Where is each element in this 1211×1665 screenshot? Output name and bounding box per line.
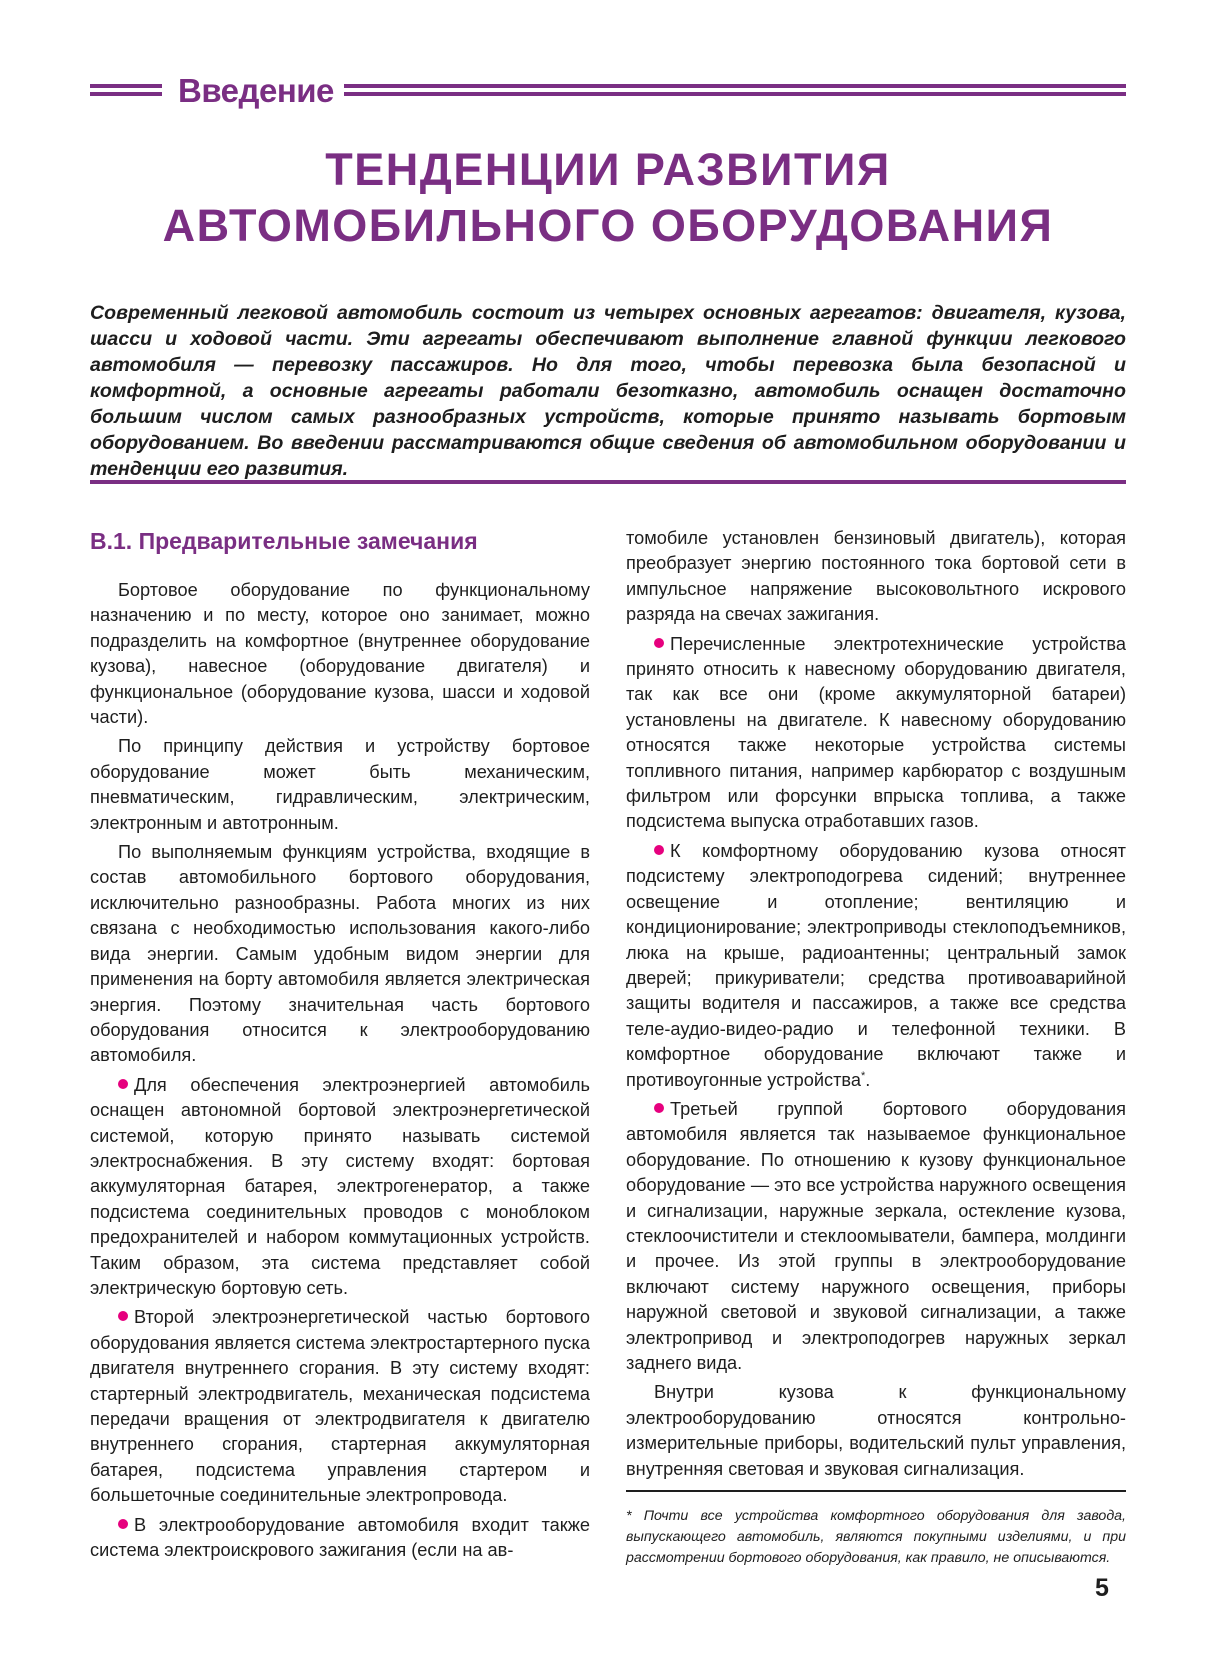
bullet-marker: [118, 1311, 128, 1321]
section-title: Введение: [178, 72, 334, 109]
bullet-marker: [654, 1103, 664, 1113]
paragraph-end: .: [865, 1069, 871, 1090]
chapter-title-line-2: АВТОМОБИЛЬНОГО ОБОРУДОВАНИЯ: [162, 200, 1054, 251]
paragraph: По выполняемым функциям устройства, входящие в состав автомобильного бортового оборудования, исключительно разнообразны. Работа многих из них связана с необходимостью использования какого-либо вида энергии. Самым удобным видом энергии для применения на борту автомобиля является электрическая энергия. Поэтому значительная часть бортового оборудования относится к электрооборудованию автомобиля.: [90, 842, 590, 1066]
paragraph-bulleted: [626, 839, 1126, 1093]
chapter-title: [90, 142, 1126, 254]
section-rule-right-top: [344, 84, 1126, 88]
section-header: [90, 72, 1126, 109]
footnote-divider: [626, 1490, 1126, 1492]
paragraph: Бортовое оборудование по функциональному назначению и по месту, которое оно занимает, можно подразделить на комфортное (внутреннее оборудование кузова), навесное (оборудование двигателя) и функциональное (оборудование кузова, шасси и ходовой части).: [90, 580, 590, 728]
chapter-title-line-1: ТЕНДЕНЦИИ РАЗВИТИЯ: [325, 144, 891, 195]
paragraph-bulleted: [626, 632, 1126, 835]
paragraph-text: К комфортному оборудованию кузова относят подсистему электроподогрева сидений; внутреннее освещение и отопление; вентиляцию и кондиционирование; электроприводы стеклоподъемников, люка на крыше, радиоантенны; центральный замок дверей; прикуриватели; средства противоаварийной защиты водителя и пассажиров, а также все средства теле-аудио-видео-радио и телефонной техники. В комфортное оборудование включают также и противоугонные устройства: [626, 840, 1126, 1090]
section-rule-right-bottom: [344, 92, 1126, 96]
paragraph-continued: томобиле установлен бензиновый двигатель), которая преобразует энергию постоянного тока бортовой сети в импульсное напряжение высоковольтного искрового разряда на свечах зажигания.: [626, 528, 1126, 625]
footnote-marker: *: [861, 1069, 866, 1082]
paragraph-bulleted: [90, 1513, 590, 1564]
subsection-heading: В.1. Предварительные замечания: [90, 528, 478, 554]
paragraph: Внутри кузова к функциональному электрооборудованию относятся контрольно-измерительные приборы, водительский пульт управления, внутренняя световая и звуковая сигнализация.: [626, 1382, 1126, 1479]
intro-abstract: Современный легковой автомобиль состоит из четырех основных агрегатов: двигателя, кузова, шасси и ходовой части. Эти агрегаты обеспечивают выполнение главной функции легкового автомобиля — перевозку пассажиров. Но для того, чтобы перевозка была безопасной и комфортной, а основные агрегаты работали безотказно, автомобиль оснащен достаточно большим числом самых разнообразных устройств, которые принято называть бортовым оборудованием. Во введении рассматриваются общие сведения об автомобильном оборудовании и тенденции его развития.: [90, 302, 1126, 480]
intro-divider: [90, 480, 1126, 484]
left-column: [90, 526, 590, 1567]
right-column: [626, 526, 1126, 1583]
bullet-marker: [654, 845, 664, 855]
bullet-marker: [118, 1079, 128, 1089]
paragraph-text: Перечисленные электротехнические устройства принято относить к навесному оборудованию двигателя, так как все они (кроме аккумуляторной батареи) установлены на двигателе. К навесному оборудованию относятся также некоторые устройства системы топливного питания, например карбюратор с воздушным фильтром или форсунки впрыска топлива, а также подсистема выпуска отработавших газов.: [626, 633, 1126, 832]
section-rule-left-top: [90, 84, 162, 88]
paragraph: По принципу действия и устройству бортовое оборудование может быть механическим, пневматическим, гидравлическим, электрическим, электронным и автотронным.: [90, 736, 590, 833]
bullet-marker: [654, 638, 664, 648]
paragraph-bulleted: [90, 1305, 590, 1508]
paragraph-text: В электрооборудование автомобиля входит также система электроискрового зажигания (если на ав-: [90, 1514, 590, 1561]
paragraph-bulleted: [90, 1073, 590, 1302]
paragraph-bulleted: [626, 1097, 1126, 1376]
paragraph-text: Третьей группой бортового оборудования автомобиля является так называемое функциональное оборудование. По отношению к кузову функциональное оборудование — это все устройства наружного освещения и сигнализации, наружные зеркала, остекление кузова, стеклоочистители и стеклоомыватели, бампера, молдинги и прочее. Из этой группы в электрооборудование включают систему наружного освещения, приборы наружной световой и звуковой сигнализации, а также электропривод и электроподогрев наружных зеркал заднего вида.: [626, 1098, 1126, 1373]
bullet-marker: [118, 1519, 128, 1529]
page-number: 5: [1095, 1574, 1109, 1602]
section-rule-left-bottom: [90, 92, 162, 96]
paragraph-text: Второй электроэнергетической частью бортового оборудования является система электростартерного пуска двигателя внутреннего сгорания. В эту систему входят: стартерный электродвигатель, механическая подсистема передачи вращения от электродвигателя к двигателю внутреннего сгорания, стартерная аккумуляторная батарея, подсистема управления стартером и большеточные соединительные электропровода.: [90, 1307, 590, 1506]
paragraph-text: Для обеспечения электроэнергией автомобиль оснащен автономной бортовой электроэнергетической системой, которую принято называть системой электроснабжения. В эту систему входят: бортовая аккумуляторная батарея, электрогенератор, а также подсистема соединительных проводов с моноблоком предохранителей и набором коммутационных устройств. Таким образом, эта система представляет собой электрическую бортовую сеть.: [90, 1074, 590, 1298]
footnote: * Почти все устройства комфортного оборудования для завода, выпускающего автомобиль, являются покупными изделиями, и при рассмотрении бортового оборудования, как правило, не описываются.: [626, 1507, 1126, 1566]
